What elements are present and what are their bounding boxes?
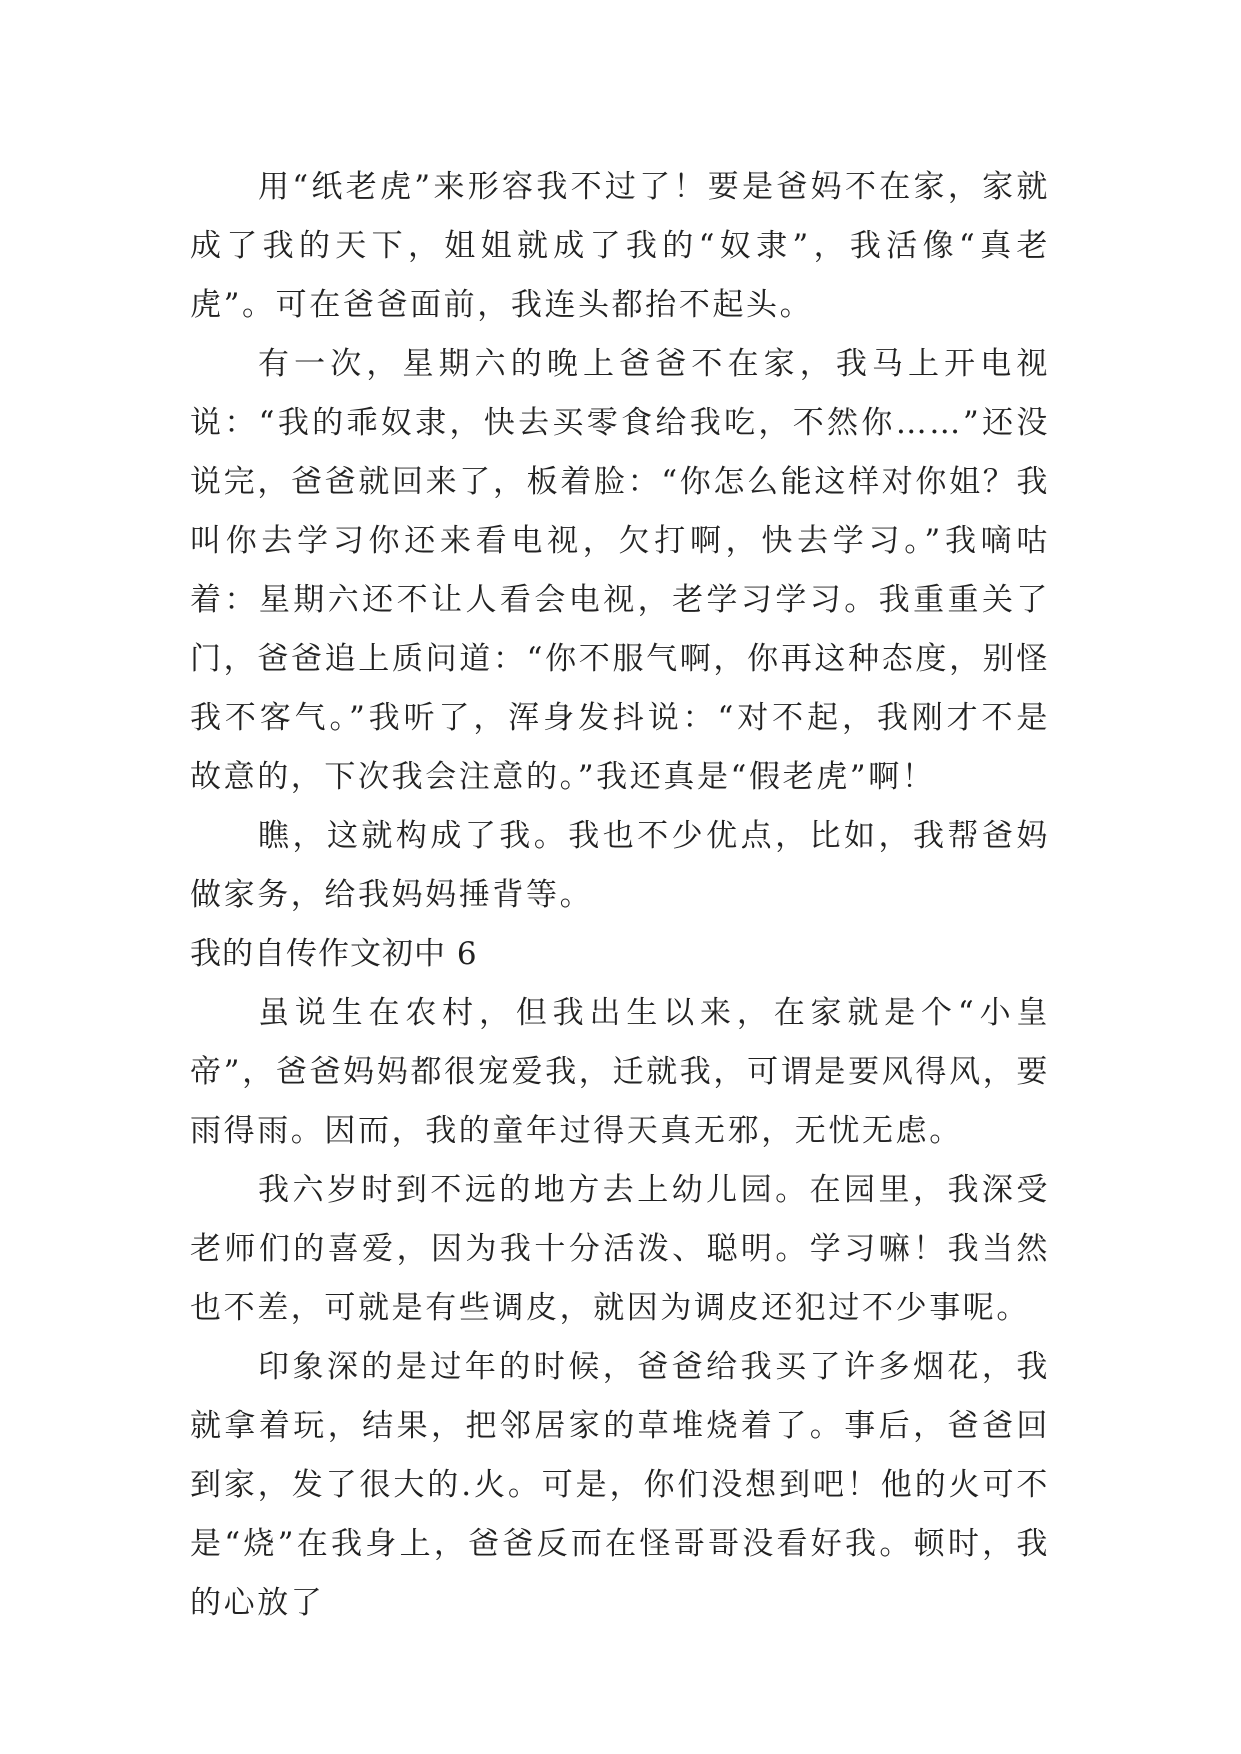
paragraph-saturday-story: 有一次，星期六的晚上爸爸不在家，我马上开电视说：“我的乖奴隶，快去买零食给我吃，不然你……”还没说完，爸爸就回来了，板着脸：“你怎么能这样对你姐？我叫你去学习你还来看电视，欠打啊，快去学习。”我嘀咕着：星期六还不让人看会电视，老学习学习。我重重关了门，爸爸追上质问道：“你不服气啊，你再这种态度，别怪我不客气。”我听了，浑身发抖说：“对不起，我刚才不是故意的，下次我会注意的。”我还真是“假老虎”啊！: [190, 346, 1050, 795]
paragraph-paper-tiger: 用“纸老虎”来形容我不过了！要是爸妈不在家，家就成了我的天下，姐姐就成了我的“奴隶”，我活像“真老虎”。可在爸爸面前，我连头都抬不起头。: [190, 169, 1050, 323]
paragraph-fireworks: 印象深的是过年的时候，爸爸给我买了许多烟花，我就拿着玩，结果，把邻居家的草堆烧着了。事后，爸爸回到家，发了很大的.火。可是，你们没想到吧！他的火可不是“烧”在我身上，爸爸反而在怪哥哥没看好我。顿时，我的心放了: [190, 1349, 1050, 1621]
paragraph-childhood: 虽说生在农村，但我出生以来，在家就是个“小皇帝”，爸爸妈妈都很宠爱我，迁就我，可谓是要风得风，要雨得雨。因而，我的童年过得天真无邪，无忧无虑。: [190, 995, 1050, 1149]
paragraph-conclusion: 瞧，这就构成了我。我也不少优点，比如，我帮爸妈做家务，给我妈妈捶背等。: [190, 818, 1050, 913]
paragraph-kindergarten: 我六岁时到不远的地方去上幼儿园。在园里，我深受老师们的喜爱，因为我十分活泼、聪明。学习嘛！我当然也不差，可就是有些调皮，就因为调皮还犯过不少事呢。: [190, 1172, 1050, 1326]
document-body: [190, 158, 1050, 1633]
section-heading: 我的自传作文初中 6: [190, 936, 478, 972]
